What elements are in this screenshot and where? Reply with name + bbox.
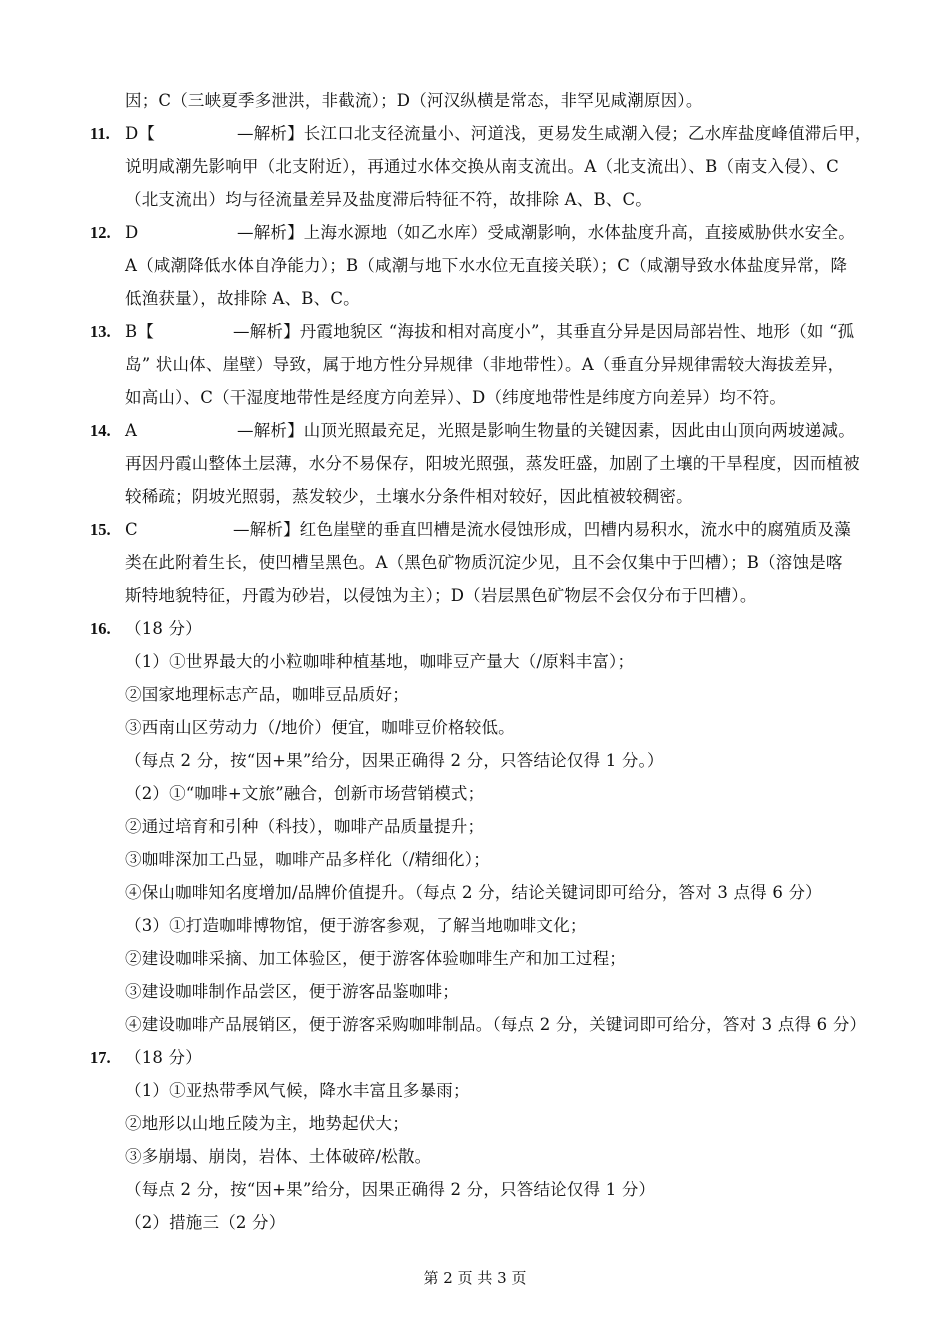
- q15-line-2: 类在此附着生长，使凹槽呈黑色。A（黑色矿物质沉淀少见，且不会仅集中于凹槽）；B（溶蚀是喀: [125, 553, 843, 572]
- q15-analysis-1: —解析】红色崖壁的垂直凹槽是流水侵蚀形成，凹槽内易积水，流水中的腐殖质及藻: [233, 520, 851, 539]
- question-number-16: 16.: [90, 619, 111, 638]
- q12-line-1: [125, 222, 865, 244]
- q16-line: （2）①“咖啡+文旅”融合，创新市场营销模式；: [125, 784, 485, 803]
- q12-line-3: 低渔获量），故排除 A、B、C。: [125, 289, 360, 308]
- q16-line: （1）①世界最大的小粒咖啡种植基地，咖啡豆产量大（/原料丰富）；: [125, 652, 635, 671]
- q12-answer: D: [125, 223, 139, 242]
- q16-line: ②建设咖啡采摘、加工体验区，便于游客体验咖啡生产和加工过程；: [125, 949, 626, 968]
- continued-line: 因；C（三峡夏季多泄洪，非截流）；D（河汉纵横是常态，非罕见咸潮原因）。: [125, 91, 703, 110]
- q15-line-3: 斯特地貌特征，丹霞为砂岩，以侵蚀为主）；D（岩层黑色矿物层不会仅分布于凹槽）。: [125, 586, 757, 605]
- q13-line-2: 岛” 状山体、崖壁）导致，属于地方性分异规律（非地带性）。A（垂直分异规律需较大海拔差异，: [125, 355, 845, 374]
- q14-analysis-1: —解析】山顶光照最充足，光照是影响生物量的关键因素，因此由山顶向两坡递减。: [237, 421, 855, 440]
- q16-line: ②通过培育和引种（科技），咖啡产品质量提升；: [125, 817, 485, 836]
- question-number-11: 11.: [90, 124, 110, 143]
- q14-line-2: 再因丹霞山整体土层薄，水分不易保存，阳坡光照强，蒸发旺盛，加剧了土壤的干旱程度，因而植被: [125, 454, 860, 473]
- q11-line-3: （北支流出）均与径流量差异及盐度滞后特征不符，故排除 A、B、C。: [125, 190, 653, 209]
- question-number-13: 13.: [90, 322, 111, 341]
- q16-line: （每点 2 分，按“因+果”给分，因果正确得 2 分，只答结论仅得 1 分。）: [125, 751, 664, 770]
- q11-line-2: 说明咸潮先影响甲（北支附近），再通过水体交换从南支流出。A（北支流出）、B（南支入侵）、C: [125, 157, 839, 176]
- q17-line: ③多崩塌、崩岗，岩体、土体破碎/松散。: [125, 1147, 432, 1166]
- q11-analysis-1: —解析】长江口北支径流量小、河道浅，更易发生咸潮入侵；乙水库盐度峰值滞后甲，: [237, 124, 872, 143]
- q16-line: ③建设咖啡制作品尝区，便于游客品鉴咖啡；: [125, 982, 459, 1001]
- q13-line-3: 如高山）、C（干湿度地带性是经度方向差异）、D（纬度地带性是纬度方向差异）均不符。: [125, 388, 787, 407]
- page-footer: 第 2 页 共 3 页: [423, 1269, 527, 1287]
- q14-answer: A: [125, 421, 138, 440]
- q15-answer: C: [125, 520, 138, 539]
- q16-line: ④建设咖啡产品展销区，便于游客采购咖啡制品。（每点 2 分，关键词即可给分，答对 3 点得 6 分）: [125, 1015, 867, 1034]
- q16-line: ③咖啡深加工凸显，咖啡产品多样化（/精细化）；: [125, 850, 490, 869]
- q16-line: （3）①打造咖啡博物馆，便于游客参观，了解当地咖啡文化；: [125, 916, 587, 935]
- q16-line: ③西南山区劳动力（/地价）便宜，咖啡豆价格较低。: [125, 718, 515, 737]
- q13-analysis-1: —解析】丹霞地貌区 “海拔和相对高度小”，其垂直分异是因局部岩性、地形（如 “孤: [233, 322, 855, 341]
- q11-answer: D【: [125, 124, 156, 143]
- q13-answer: B【: [125, 322, 155, 341]
- q17-score: （18 分）: [125, 1048, 202, 1067]
- q13-line-1: [125, 321, 865, 343]
- q17-line: （每点 2 分，按“因+果”给分，因果正确得 2 分，只答结论仅得 1 分）: [125, 1180, 656, 1199]
- q17-line: （2）措施三（2 分）: [125, 1213, 286, 1232]
- q16-score: （18 分）: [125, 619, 202, 638]
- q12-analysis-1: —解析】上海水源地（如乙水库）受咸潮影响，水体盐度升高，直接威胁供水安全。: [237, 223, 855, 242]
- q14-line-3: 较稀疏；阴坡光照弱，蒸发较少，土壤水分条件相对较好，因此植被较稠密。: [125, 487, 693, 506]
- q11-line-1: [125, 123, 872, 145]
- q12-line-2: A（咸潮降低水体自净能力）；B（咸潮与地下水水位无直接关联）；C（咸潮导致水体盐度异常，降: [125, 256, 848, 275]
- q16-line: ②国家地理标志产品，咖啡豆品质好；: [125, 685, 409, 704]
- q15-line-1: [125, 519, 865, 541]
- q16-line: ④保山咖啡知名度增加/品牌价值提升。（每点 2 分，结论关键词即可给分，答对 3 点得 6 分）: [125, 883, 822, 902]
- question-number-14: 14.: [90, 421, 111, 440]
- q14-line-1: [125, 420, 865, 442]
- question-number-15: 15.: [90, 520, 111, 539]
- q17-line: （1）①亚热带季风气候，降水丰富且多暴雨；: [125, 1081, 470, 1100]
- q17-line: ②地形以山地丘陵为主，地势起伏大；: [125, 1114, 409, 1133]
- question-number-17: 17.: [90, 1048, 111, 1067]
- question-number-12: 12.: [90, 223, 111, 242]
